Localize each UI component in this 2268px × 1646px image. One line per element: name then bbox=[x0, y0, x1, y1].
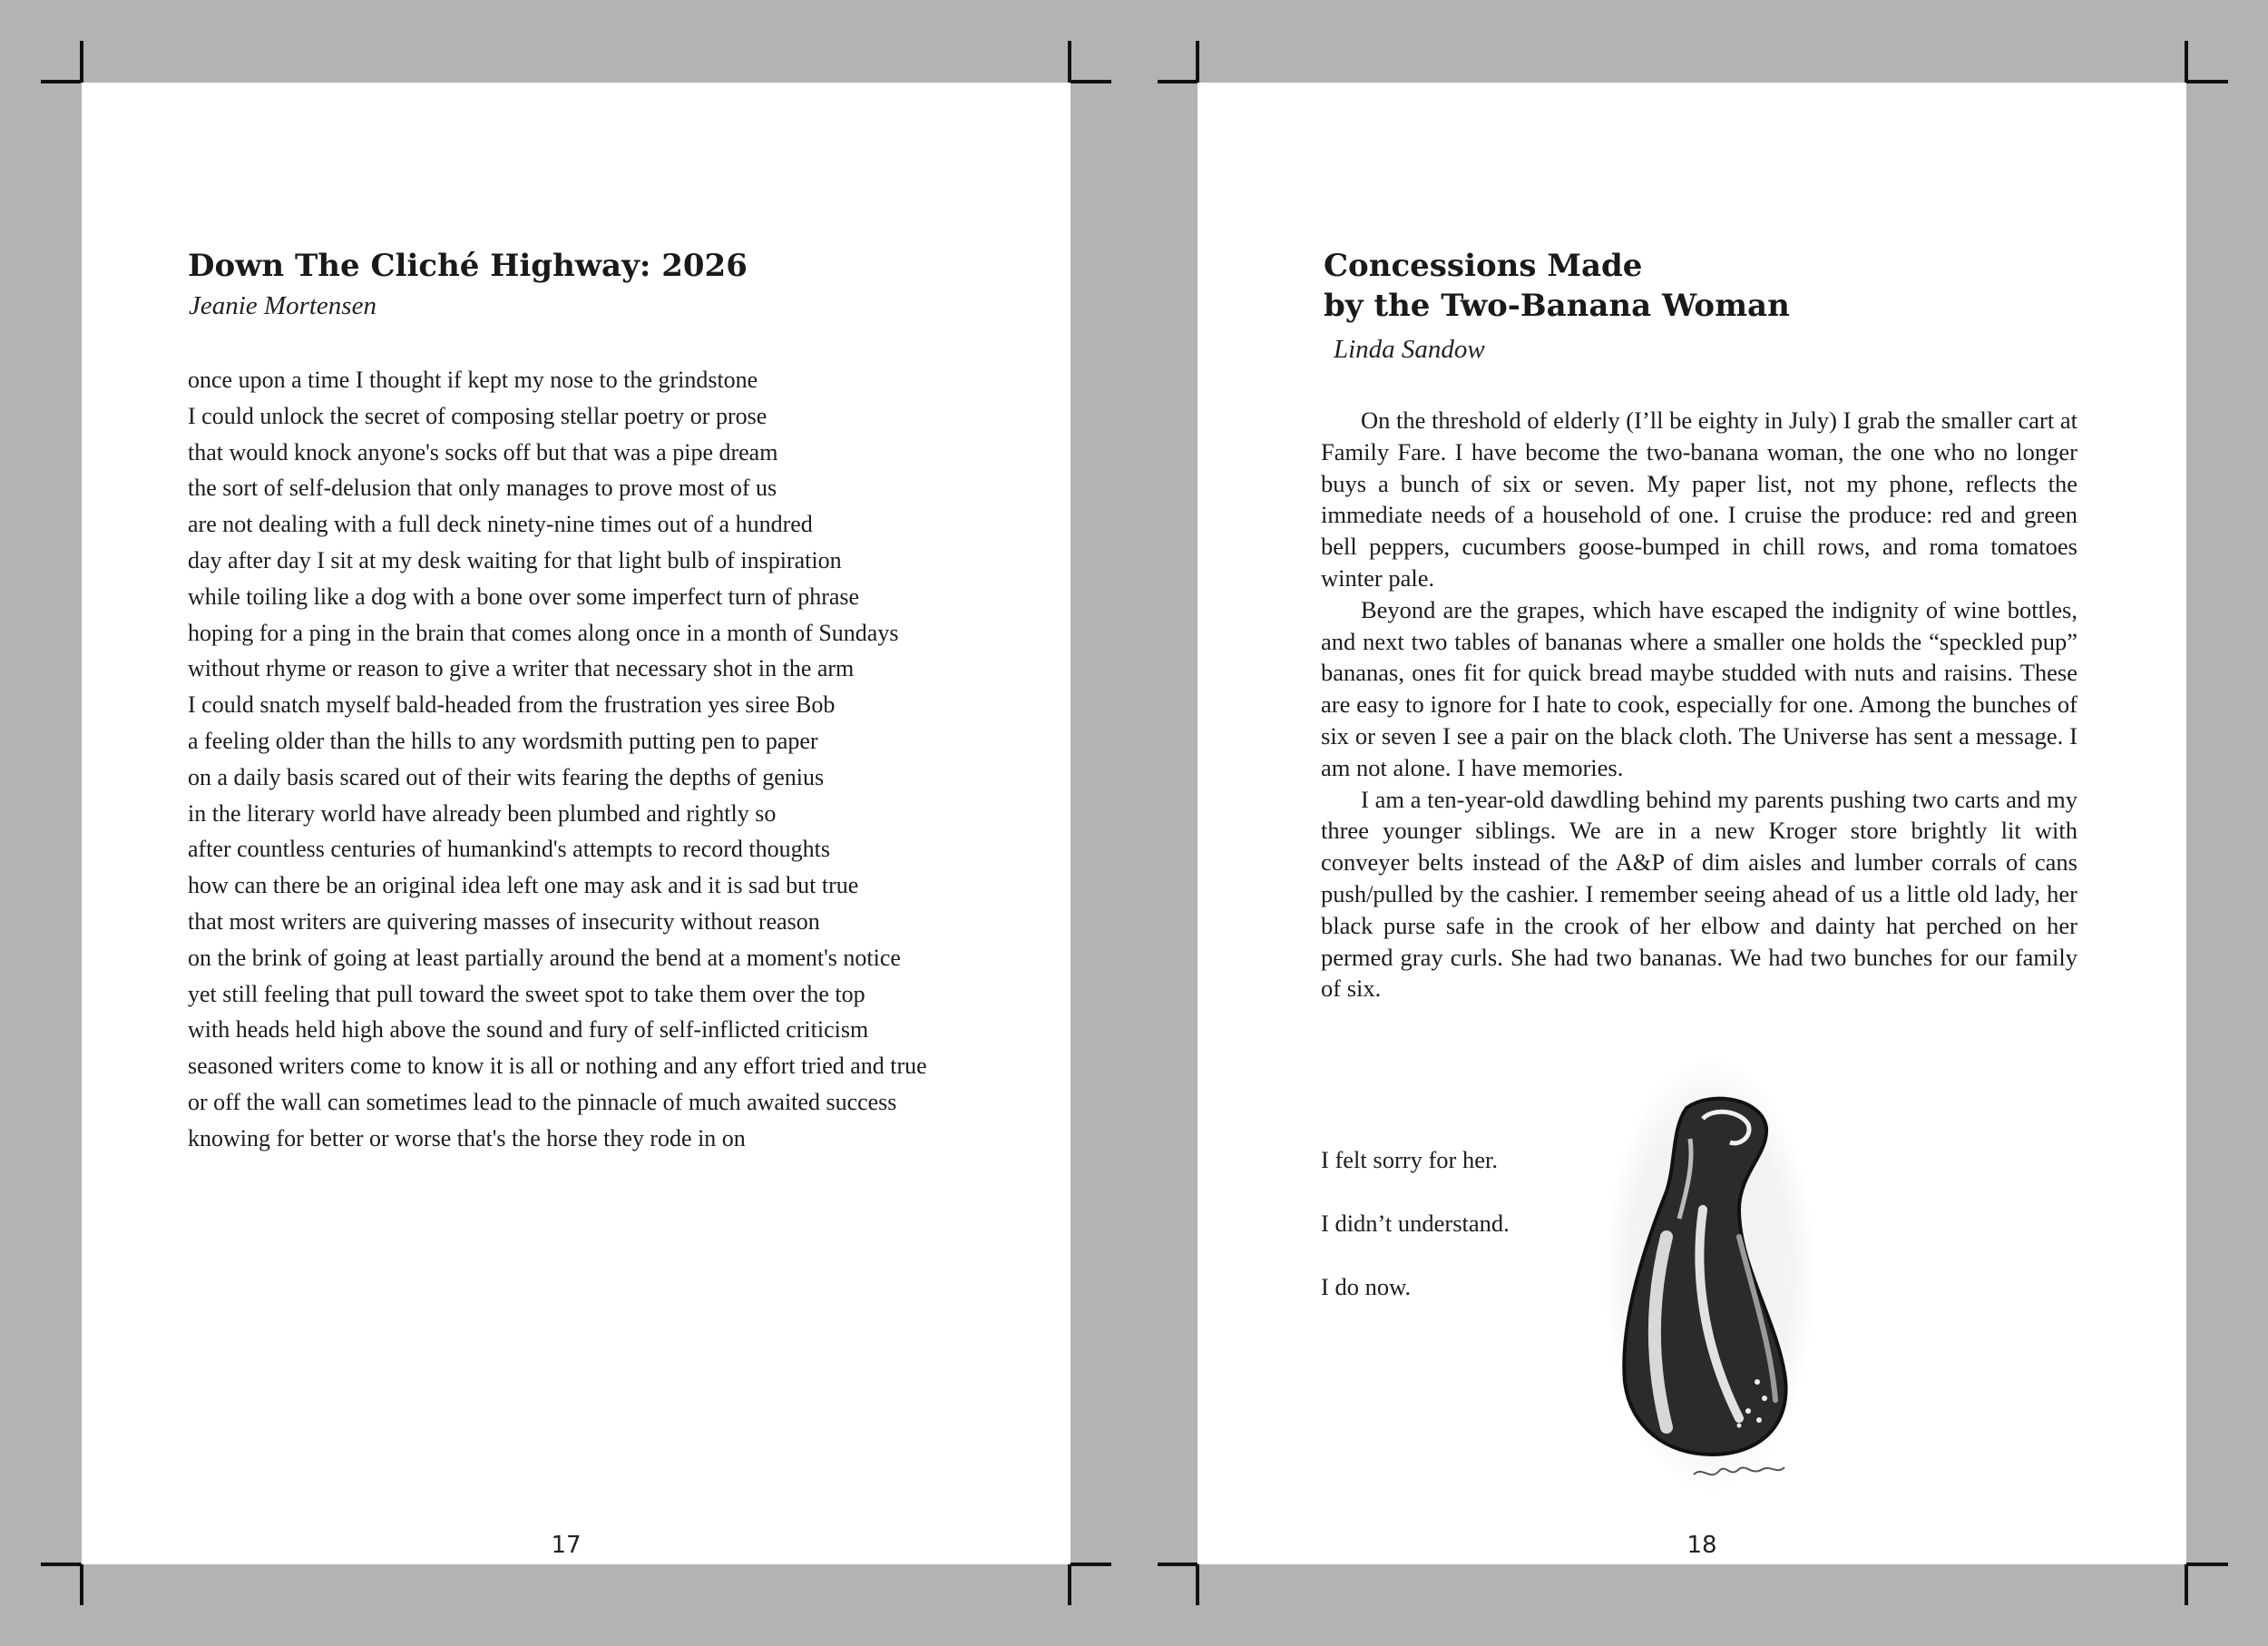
page-number: 17 bbox=[551, 1532, 582, 1559]
poem-line: the sort of self-delusion that only manages to prove most of us bbox=[188, 475, 777, 502]
poem-line: I could unlock the secret of composing stellar poetry or prose bbox=[188, 402, 767, 429]
poem-line: once upon a time I thought if kept my nose to the grindstone bbox=[188, 367, 758, 393]
crop-mark bbox=[41, 80, 81, 83]
crop-mark bbox=[1070, 1563, 1111, 1566]
poem-line: on a daily basis scared out of their wits fearing the depths of genius bbox=[188, 763, 825, 790]
poem-line: seasoned writers come to know it is all or nothing and any effort tried and true bbox=[188, 1053, 927, 1080]
essay-title-line-2: by the Two-Banana Woman bbox=[1324, 288, 1790, 324]
essay-title bbox=[1324, 246, 1790, 326]
poem-line: knowing for better or worse that's the horse they rode in on bbox=[188, 1124, 746, 1151]
poem-line: in the literary world have already been plumbed and rightly so bbox=[188, 799, 777, 827]
poem-line: that most writers are quivering masses of insecurity without reason bbox=[188, 907, 820, 935]
poem-line: hoping for a ping in the brain that comes along once in a month of Sundays bbox=[188, 619, 899, 646]
coda-line: I felt sorry for her. bbox=[1321, 1146, 1498, 1173]
crop-mark bbox=[1196, 1563, 1199, 1605]
essay-paragraph: Beyond are the grapes, which have escaped the indignity of wine bottles, and next two tables of bananas where a smaller one holds the “speckled pup” bananas, ones fit for quick bread maybe studded with nuts and raisins. These are easy to ignore for I hate to cook, especially for one. Among the bunches of six or seven I see a pair on the black cloth. The Universe has sent a message. I am not alone. I have memories. bbox=[1321, 595, 2077, 781]
crop-mark bbox=[80, 41, 83, 83]
essay-author: Linda Sandow bbox=[1334, 335, 1485, 364]
poem-line: with heads held high above the sound and fury of self-inflicted criticism bbox=[188, 1016, 869, 1043]
poem-line: or off the wall can sometimes lead to the pinnacle of much awaited success bbox=[188, 1088, 897, 1115]
essay-coda bbox=[1321, 1144, 1510, 1334]
poem-line: I could snatch myself bald-headed from the frustration yes siree Bob bbox=[188, 691, 836, 719]
crop-mark bbox=[2185, 41, 2188, 83]
crop-mark bbox=[2186, 80, 2228, 83]
poem-title: Down The Cliché Highway: 2026 bbox=[188, 248, 748, 284]
crop-mark bbox=[1196, 41, 1199, 83]
crop-mark bbox=[80, 1563, 83, 1605]
poem-line: without rhyme or reason to give a writer that necessary shot in the arm bbox=[188, 655, 855, 682]
crop-mark bbox=[1070, 80, 1111, 83]
crop-mark bbox=[2186, 1563, 2228, 1566]
essay-title-line-1: Concessions Made bbox=[1324, 248, 1643, 284]
crop-mark bbox=[1068, 1563, 1071, 1605]
poem-line: on the brink of going at least partially around the bend at a moment's notice bbox=[188, 944, 901, 971]
essay-paragraph: I am a ten-year-old dawdling behind my parents pushing two carts and my three younger siblings. We are in a new Kroger store brightly lit with conveyer belts instead of the A&P of dim aisles and lumber corrals of cans push/pulled by the cashier. I remember seeing ahead of us a little old lady, her black purse safe in the crook of her elbow and dainty hat perched on her permed gray curls. She had two bananas. We had two bunches for our family of six. bbox=[1321, 785, 2077, 1003]
poem-line: how can there be an original idea left one may ask and it is sad but true bbox=[188, 872, 859, 899]
crop-mark bbox=[1158, 80, 1198, 83]
coda-line: I do now. bbox=[1321, 1272, 1412, 1300]
poem-line: day after day I sit at my desk waiting for that light bulb of inspiration bbox=[188, 546, 842, 573]
poem-author: Jeanie Mortensen bbox=[189, 291, 376, 320]
poem-line: a feeling older than the hills to any wordsmith putting pen to paper bbox=[188, 727, 818, 754]
essay-paragraph: On the threshold of elderly (I’ll be eighty in July) I grab the smaller cart at Family Fare. I have become the two-banana woman, the one who no longer buys a bunch of six or seven. My paper list, not my phone, reflects the immediate needs of a household of one. I cruise the produce: red and green bell peppers, cucumbers goose-bumped in chill rows, and roma tomatoes winter pale. bbox=[1321, 407, 2077, 592]
page-17 bbox=[82, 83, 1070, 1564]
crop-mark bbox=[1068, 41, 1071, 83]
poem-line: that would knock anyone's socks off but that was a pipe dream bbox=[188, 438, 778, 465]
banana-sketch-icon bbox=[1603, 1055, 1817, 1494]
crop-mark bbox=[1158, 1563, 1198, 1566]
poem-line: yet still feeling that pull toward the sweet spot to take them over the top bbox=[188, 980, 865, 1007]
essay-body bbox=[1321, 405, 2077, 1004]
poem-line: are not dealing with a full deck ninety-nine times out of a hundred bbox=[188, 511, 813, 538]
poem-line: while toiling like a dog with a bone over some imperfect turn of phrase bbox=[188, 583, 860, 610]
poem-body bbox=[188, 362, 1059, 1157]
page-18 bbox=[1198, 83, 2186, 1564]
crop-mark bbox=[2185, 1563, 2188, 1605]
page-number: 18 bbox=[1686, 1532, 1717, 1559]
poem-line: after countless centuries of humankind's attempts to record thoughts bbox=[188, 836, 830, 863]
coda-line: I didn’t understand. bbox=[1321, 1209, 1510, 1237]
crop-mark bbox=[41, 1563, 81, 1566]
